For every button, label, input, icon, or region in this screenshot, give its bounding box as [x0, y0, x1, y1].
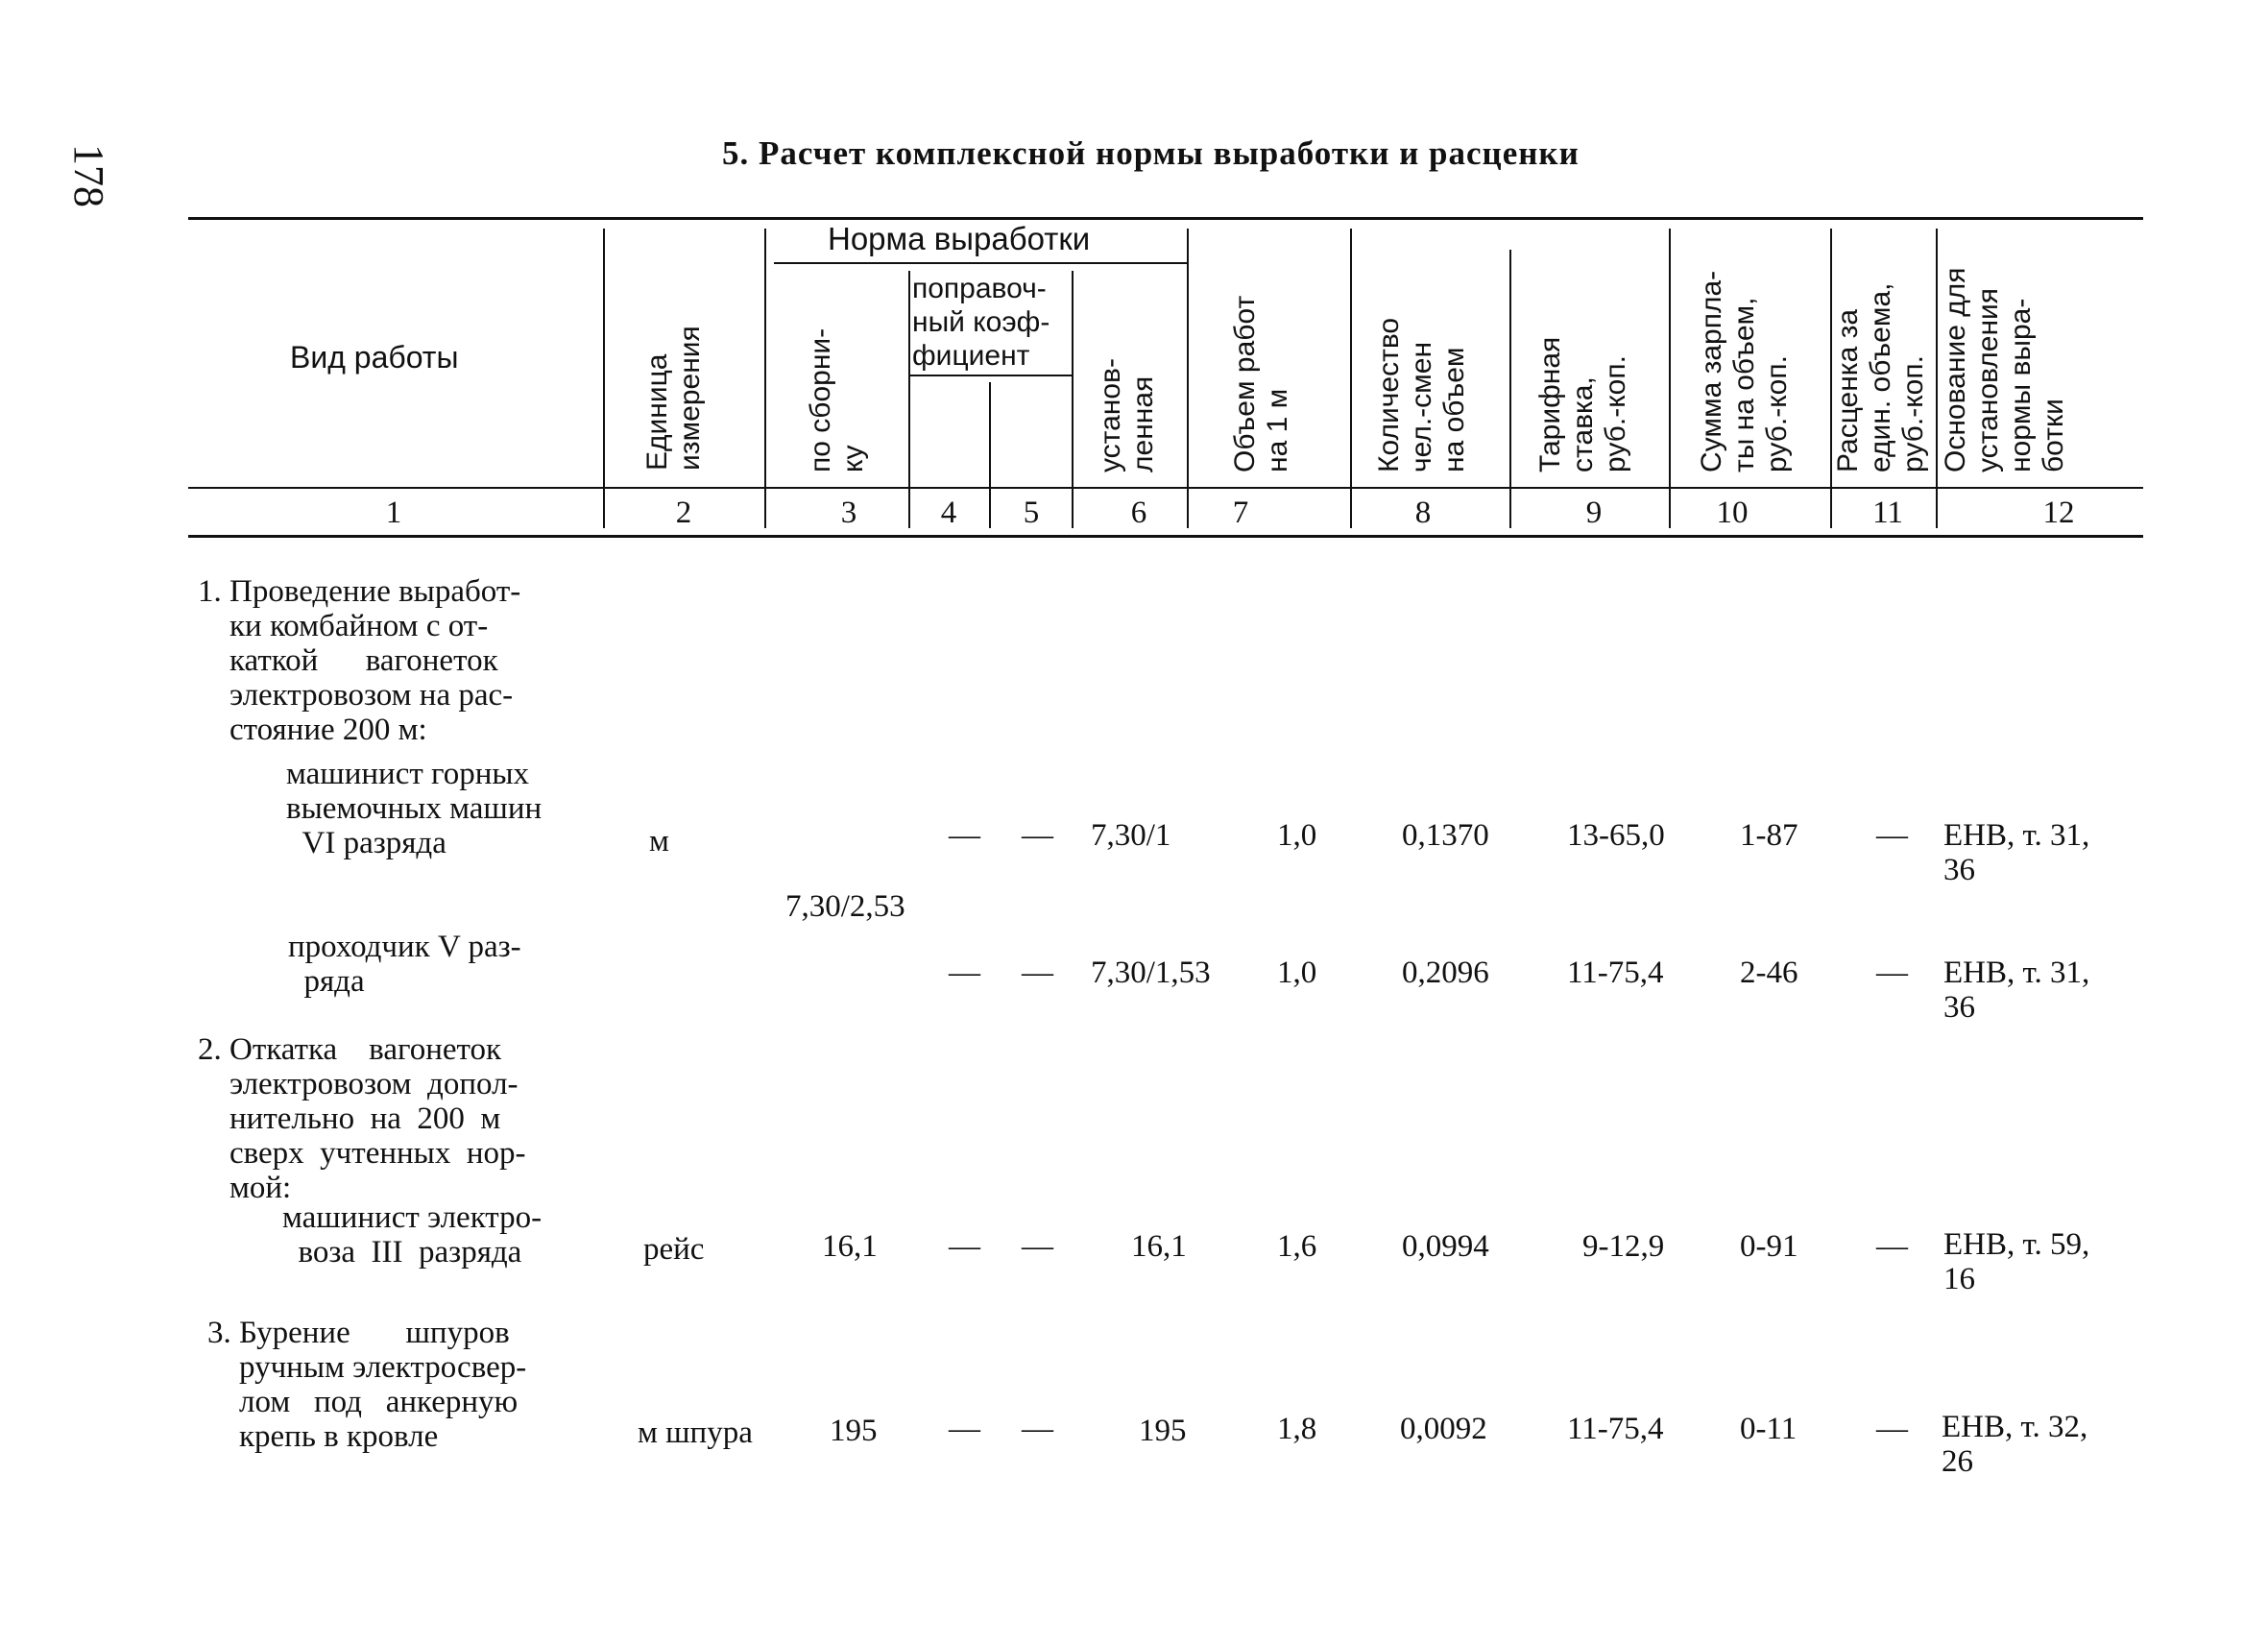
- row1-sub2-c10: 2-46: [1740, 956, 1798, 990]
- group-rule: [774, 262, 1187, 264]
- col-number: 8: [1414, 496, 1432, 530]
- col-number: 11: [1872, 496, 1903, 530]
- row1-sub1-c5: —: [1022, 818, 1053, 853]
- col-number: 3: [840, 496, 857, 530]
- row1-sub1-c7: 1,0: [1277, 818, 1317, 853]
- row1-sub2-c8: 0,2096: [1402, 956, 1489, 990]
- row2-c11: —: [1876, 1229, 1908, 1264]
- page-title: 5. Расчет комплексной нормы выработки и расценки: [722, 134, 1580, 172]
- row2-c6: 16,1: [1131, 1229, 1187, 1264]
- col-divider: [908, 271, 910, 528]
- row3-c9: 11-75,4: [1567, 1412, 1664, 1446]
- row3-work-description: 3. Бурение шпуров ручным электросвер- лом под анкерную крепь в кровле: [207, 1316, 527, 1454]
- row1-sub1-c4: —: [949, 818, 980, 853]
- row2-c12: ЕНВ, т. 59, 16: [1943, 1227, 2090, 1296]
- col-number: 6: [1130, 496, 1147, 530]
- row3-c7: 1,8: [1277, 1412, 1317, 1446]
- row3-c3: 195: [830, 1414, 878, 1448]
- page-number: 178: [65, 144, 112, 207]
- row3-c5: —: [1022, 1412, 1053, 1446]
- header-bottom-rule: [188, 487, 2143, 489]
- row3-c11: —: [1876, 1412, 1908, 1446]
- row1-sub2-c4: —: [949, 956, 980, 990]
- header-tariff: Тарифная ставка, руб.-коп.: [1534, 336, 1631, 472]
- header-norm-group: Норма выработки: [828, 221, 1091, 256]
- row1-sub1-worker: машинист горных выемочных машин VI разряда: [286, 757, 543, 860]
- table-top-rule: [188, 217, 2143, 220]
- header-basis: Основание для установления нормы выра- ботки: [1940, 267, 2069, 472]
- header-established: установ- ленная: [1095, 358, 1159, 472]
- col-number: 7: [1232, 496, 1249, 530]
- header-wage-sum: Сумма зарпла- ты на объем, руб.-коп.: [1696, 270, 1793, 472]
- header-man-shifts: Количество чел.-смен на объем: [1373, 317, 1470, 472]
- row3-c8: 0,0092: [1400, 1412, 1487, 1446]
- row1-sub1-c11: —: [1876, 818, 1908, 853]
- header-volume: Объем работ на 1 м: [1229, 295, 1293, 472]
- row1-sub2-c11: —: [1876, 956, 1908, 990]
- number-row-rule: [188, 535, 2143, 538]
- row1-sub1-c8: 0,1370: [1402, 818, 1489, 853]
- col-divider: [1936, 229, 1938, 528]
- row1-sub1-c10: 1-87: [1740, 818, 1798, 853]
- row2-c8: 0,0994: [1402, 1229, 1489, 1264]
- row1-work-description: 1. Проведение выработ- ки комбайном с от- каткой вагонеток электровозом на рас- стояние 200 м:: [198, 574, 521, 747]
- row2-c4: —: [949, 1229, 980, 1264]
- row2-sub-worker: машинист электро- воза III разряда: [282, 1200, 543, 1270]
- row3-unit: м шпура: [638, 1415, 753, 1450]
- col-divider: [764, 229, 766, 528]
- col-number: 2: [675, 496, 692, 530]
- row2-unit: рейс: [643, 1232, 705, 1267]
- col-divider: [1350, 229, 1352, 528]
- col-number: 1: [385, 496, 402, 530]
- header-by-collection: по сборни- ку: [805, 327, 869, 472]
- header-rate: Расценка за един. объема, руб.-коп.: [1832, 282, 1929, 472]
- header-work-type: Вид работы: [290, 340, 459, 375]
- row3-c10: 0-11: [1740, 1412, 1798, 1446]
- header-correction-coef: поправоч- ный коэф- фициент: [912, 273, 1050, 372]
- row3-c12: ЕНВ, т. 32, 26: [1942, 1410, 2088, 1479]
- row1-shared-c3: 7,30/2,53: [785, 889, 905, 924]
- row1-sub1-c12: ЕНВ, т. 31, 36: [1943, 818, 2090, 887]
- col-number: 4: [940, 496, 957, 530]
- row1-sub1-c6: 7,30/1: [1091, 818, 1171, 853]
- header-unit: Единица измерения: [641, 326, 706, 471]
- row2-work-description: 2. Откатка вагонеток электровозом допол- нительно на 200 м сверх учтенных нор- мой:: [198, 1032, 526, 1205]
- col-number: 5: [1023, 496, 1040, 530]
- row1-sub1-c9: 13-65,0: [1567, 818, 1665, 853]
- col-divider: [1072, 271, 1074, 528]
- row1-sub2-worker: проходчик V раз- ряда: [288, 930, 521, 999]
- row2-c7: 1,6: [1277, 1229, 1317, 1264]
- row1-unit: м: [649, 824, 669, 859]
- row2-c3: 16,1: [822, 1229, 878, 1264]
- col-divider: [603, 229, 605, 528]
- row2-c5: —: [1022, 1229, 1053, 1264]
- col-number: 9: [1585, 496, 1603, 530]
- col-number: 12: [2042, 496, 2075, 530]
- col-divider: [1509, 250, 1511, 528]
- col-number: 10: [1716, 496, 1749, 530]
- row3-c4: —: [949, 1412, 980, 1446]
- row1-sub2-c12: ЕНВ, т. 31, 36: [1943, 956, 2090, 1025]
- row2-c9: 9-12,9: [1582, 1229, 1665, 1264]
- row3-c6: 195: [1139, 1414, 1187, 1448]
- col-divider: [1669, 229, 1671, 528]
- col-divider: [989, 382, 991, 528]
- row2-c10: 0-91: [1740, 1229, 1798, 1264]
- col-divider: [1187, 229, 1189, 528]
- subgroup-rule: [910, 375, 1074, 376]
- row1-sub2-c9: 11-75,4: [1567, 956, 1664, 990]
- row1-sub2-c6: 7,30/1,53: [1091, 956, 1211, 990]
- row1-sub2-c5: —: [1022, 956, 1053, 990]
- row1-sub2-c7: 1,0: [1277, 956, 1317, 990]
